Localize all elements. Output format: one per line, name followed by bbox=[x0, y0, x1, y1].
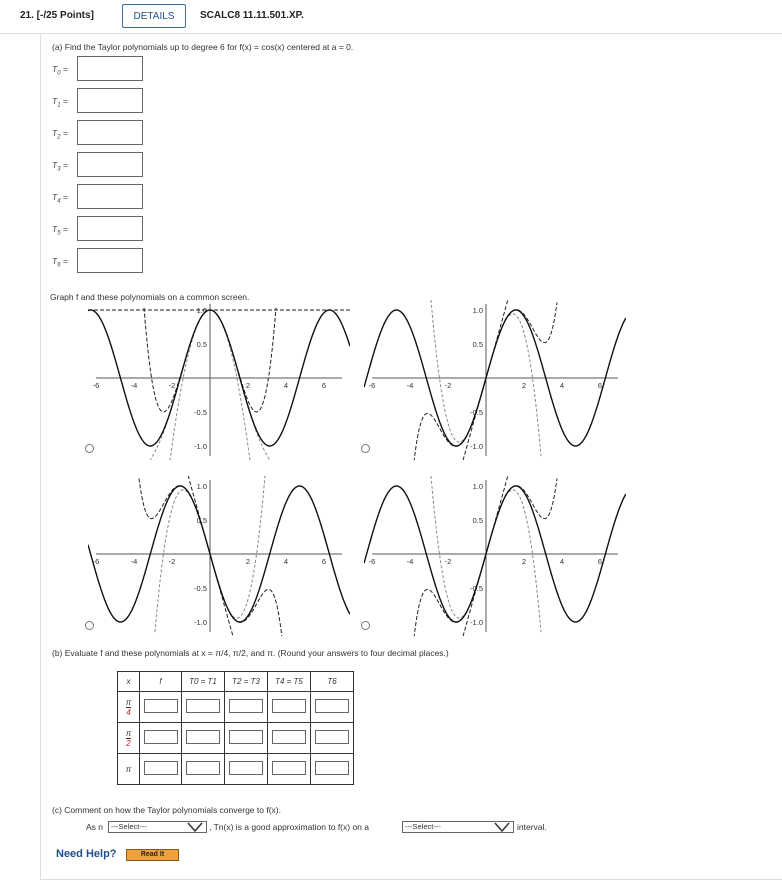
read-it-button[interactable]: Read It bbox=[126, 849, 179, 861]
t2-pi-2-input[interactable] bbox=[229, 730, 263, 744]
need-help-label: Need Help? bbox=[56, 848, 117, 860]
y-tick-label: 1.0 bbox=[196, 482, 207, 491]
header-t6: T6 bbox=[311, 672, 354, 692]
poly-label-t4: $T_4$ = bbox=[52, 192, 68, 205]
poly-label-t2: $T_2$ = bbox=[52, 128, 68, 141]
t0-pi-4-input[interactable] bbox=[186, 699, 220, 713]
chevron-down-icon bbox=[493, 821, 511, 833]
graph-option-2-radio[interactable] bbox=[361, 444, 370, 453]
x-tick-label: 4 bbox=[559, 557, 565, 566]
x-tick-label: -4 bbox=[130, 381, 138, 390]
y-tick-label: 0.5 bbox=[472, 340, 483, 349]
poly-label-t1: $T_1$ = bbox=[52, 96, 68, 109]
table-row bbox=[118, 692, 354, 723]
x-tick-label: 2 bbox=[245, 381, 251, 390]
graph-option-3 bbox=[88, 476, 350, 636]
graph-option-1 bbox=[88, 300, 350, 460]
chevron-down-icon bbox=[186, 821, 204, 833]
graph-option-2 bbox=[364, 300, 626, 460]
f-pi-4-input[interactable] bbox=[144, 699, 178, 713]
x-tick-label: -6 bbox=[92, 557, 100, 566]
t0-pi-input[interactable] bbox=[186, 761, 220, 775]
poly-input-t1[interactable] bbox=[77, 88, 143, 113]
x-tick-label: -2 bbox=[444, 557, 452, 566]
row-x-pi: π bbox=[118, 754, 140, 785]
x-tick-label: 2 bbox=[245, 557, 251, 566]
x-tick-label: 4 bbox=[283, 381, 289, 390]
x-tick-label: -4 bbox=[130, 557, 138, 566]
t4-pi-2-input[interactable] bbox=[272, 730, 306, 744]
poly-input-t5[interactable] bbox=[77, 216, 143, 241]
x-tick-label: -2 bbox=[444, 381, 452, 390]
y-tick-label: -0.5 bbox=[470, 584, 483, 593]
y-tick-label: 0.5 bbox=[196, 516, 207, 525]
y-tick-label: -1.0 bbox=[470, 442, 483, 451]
x-tick-label: -2 bbox=[168, 381, 176, 390]
header-t0-t1: T0 = T1 bbox=[182, 672, 225, 692]
y-tick-label: -0.5 bbox=[194, 584, 207, 593]
y-tick-label: 1.0 bbox=[196, 306, 207, 315]
poly-input-t0[interactable] bbox=[77, 56, 143, 81]
question-number: 21. [-/25 Points] bbox=[20, 10, 94, 21]
approx-text: , Tn(x) is a good approximation to f(x) on a bbox=[209, 822, 370, 832]
as-n-label: As n bbox=[86, 822, 104, 832]
poly-input-t4[interactable] bbox=[77, 184, 143, 209]
poly-label-t5: $T_5$ = bbox=[52, 224, 68, 237]
x-tick-label: 2 bbox=[521, 381, 527, 390]
y-tick-label: -1.0 bbox=[470, 618, 483, 627]
t4-pi-input[interactable] bbox=[272, 761, 306, 775]
y-tick-label: -0.5 bbox=[470, 408, 483, 417]
y-tick-label: 1.0 bbox=[472, 306, 483, 315]
poly-input-t2[interactable] bbox=[77, 120, 143, 145]
poly-label-t6: $T_6$ = bbox=[52, 256, 68, 269]
poly-label-t0: $T_0$ = bbox=[52, 64, 68, 77]
part-c-prompt: (c) Comment on how the Taylor polynomials converge to f(x). bbox=[52, 805, 281, 815]
header-t2-t3: T2 = T3 bbox=[225, 672, 268, 692]
x-tick-label: -6 bbox=[368, 557, 376, 566]
y-tick-label: 0.5 bbox=[196, 340, 207, 349]
x-tick-label: 4 bbox=[559, 381, 565, 390]
y-tick-label: -0.5 bbox=[194, 408, 207, 417]
x-tick-label: 6 bbox=[321, 557, 327, 566]
poly-input-t3[interactable] bbox=[77, 152, 143, 177]
interval-select[interactable]: ---Select--- bbox=[402, 821, 514, 833]
x-tick-label: 6 bbox=[597, 557, 603, 566]
x-tick-label: -2 bbox=[168, 557, 176, 566]
t2-pi-4-input[interactable] bbox=[229, 699, 263, 713]
t6-pi-4-input[interactable] bbox=[315, 699, 349, 713]
header-x: x bbox=[118, 672, 140, 692]
row-x-pi-2: $\frac{\pi}{2}$ bbox=[118, 723, 140, 754]
x-tick-label: 2 bbox=[521, 557, 527, 566]
x-tick-label: -4 bbox=[406, 381, 414, 390]
t0-pi-2-input[interactable] bbox=[186, 730, 220, 744]
graph-option-3-radio[interactable] bbox=[85, 621, 94, 630]
details-button[interactable]: DETAILS bbox=[122, 4, 186, 28]
y-tick-label: -1.0 bbox=[194, 618, 207, 627]
interval-text: interval. bbox=[517, 822, 547, 832]
graph-option-4-radio[interactable] bbox=[361, 621, 370, 630]
x-tick-label: -4 bbox=[406, 557, 414, 566]
evaluation-table bbox=[117, 671, 354, 785]
f-pi-2-input[interactable] bbox=[144, 730, 178, 744]
t6-pi-input[interactable] bbox=[315, 761, 349, 775]
header-t4-t5: T4 = T5 bbox=[268, 672, 311, 692]
part-b-prompt: (b) Evaluate f and these polynomials at x = π/4, π/2, and π. (Round your answers to four decimal places.) bbox=[52, 648, 449, 658]
x-tick-label: 6 bbox=[597, 381, 603, 390]
graph-prompt: Graph f and these polynomials on a common screen. bbox=[50, 292, 250, 302]
limit-select[interactable]: ---Select--- bbox=[108, 821, 207, 833]
f-pi-input[interactable] bbox=[144, 761, 178, 775]
table-row bbox=[118, 723, 354, 754]
poly-input-t6[interactable] bbox=[77, 248, 143, 273]
table-header-row bbox=[118, 672, 354, 692]
y-tick-label: 0.5 bbox=[472, 516, 483, 525]
row-x-pi-4: $\frac{\pi}{4}$ bbox=[118, 692, 140, 723]
t4-pi-4-input[interactable] bbox=[272, 699, 306, 713]
part-a-prompt: (a) Find the Taylor polynomials up to degree 6 for f(x) = cos(x) centered at a = 0. bbox=[52, 42, 354, 52]
question-header bbox=[0, 0, 782, 34]
header-f: f bbox=[140, 672, 182, 692]
t2-pi-input[interactable] bbox=[229, 761, 263, 775]
y-tick-label: 1.0 bbox=[472, 482, 483, 491]
x-tick-label: 6 bbox=[321, 381, 327, 390]
x-tick-label: -6 bbox=[92, 381, 100, 390]
graph-option-1-radio[interactable] bbox=[85, 444, 94, 453]
x-tick-label: -6 bbox=[368, 381, 376, 390]
table-row bbox=[118, 754, 354, 785]
x-tick-label: 4 bbox=[283, 557, 289, 566]
question-id: SCALC8 11.11.501.XP. bbox=[200, 10, 304, 21]
t6-pi-2-input[interactable] bbox=[315, 730, 349, 744]
y-tick-label: -1.0 bbox=[194, 442, 207, 451]
graph-option-4 bbox=[364, 476, 626, 636]
poly-label-t3: $T_3$ = bbox=[52, 160, 68, 173]
